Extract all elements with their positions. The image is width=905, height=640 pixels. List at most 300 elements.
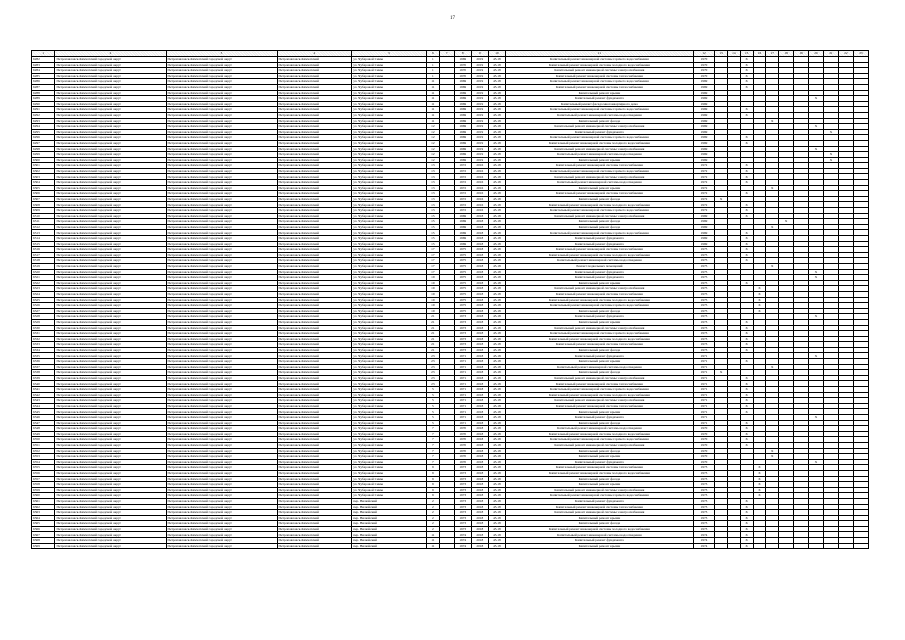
house-number-cell: 15 bbox=[426, 236, 439, 242]
plan-year-cell: 2019 bbox=[471, 112, 488, 118]
year-cell: 1969 bbox=[693, 118, 714, 124]
mark-cell: X bbox=[753, 286, 766, 292]
district-cell: Петропавловск-Камчатский городской округ bbox=[55, 297, 166, 303]
build-year-cell: 1975 bbox=[454, 247, 471, 253]
district-cell: Петропавловск-Камчатский городской округ bbox=[55, 336, 166, 342]
year-cell: 1969 bbox=[693, 140, 714, 146]
build-year-cell: 1973 bbox=[454, 476, 471, 482]
row-number-cell: 6314 bbox=[32, 236, 55, 242]
wear-cell: 45.18 bbox=[488, 392, 505, 398]
municipality-cell: Петропавловск-Камчатский городской округ bbox=[166, 465, 277, 471]
house-number-cell: 12 bbox=[426, 135, 439, 141]
year-cell: 1971 bbox=[693, 364, 714, 370]
settlement-cell: Петропавловск-Камчатский bbox=[277, 258, 352, 264]
district-cell: Петропавловск-Камчатский городской округ bbox=[55, 196, 166, 202]
row-number-cell: 6369 bbox=[32, 543, 55, 549]
row-number-cell: 6285 bbox=[32, 73, 55, 79]
street-cell: ул. Чубаровой Симы bbox=[352, 403, 427, 409]
plan-year-cell: 2016 bbox=[471, 196, 488, 202]
year-cell: 1971 bbox=[693, 375, 714, 381]
municipality-cell: Петропавловск-Камчатский городской округ bbox=[166, 208, 277, 214]
year-cell: 1970 bbox=[693, 448, 714, 454]
street-cell: ул. Чубаровой Симы bbox=[352, 263, 427, 269]
work-type-cell: Капитальный ремонт крыши bbox=[505, 409, 693, 415]
plan-year-cell: 2019 bbox=[471, 57, 488, 63]
build-year-cell: 1975 bbox=[454, 263, 471, 269]
plan-year-cell: 2019 bbox=[471, 101, 488, 107]
mark-cell: X bbox=[740, 163, 753, 169]
house-number-cell: 5 bbox=[426, 392, 439, 398]
wear-cell: 45.18 bbox=[488, 409, 505, 415]
settlement-cell: Петропавловск-Камчатский bbox=[277, 124, 352, 130]
row-number-cell: 6327 bbox=[32, 308, 55, 314]
build-year-cell: 1974 bbox=[454, 532, 471, 538]
row-number-cell: 6282 bbox=[32, 57, 55, 63]
row-number-cell: 6307 bbox=[32, 196, 55, 202]
wear-cell: 45.18 bbox=[488, 476, 505, 482]
build-year-cell: 1971 bbox=[454, 370, 471, 376]
work-type-cell: Капитальный ремонт фундамента bbox=[505, 241, 693, 247]
year-cell: 1973 bbox=[693, 347, 714, 353]
plan-year-cell: 2018 bbox=[471, 543, 488, 549]
mark-cell: X bbox=[740, 336, 753, 342]
settlement-cell: Петропавловск-Камчатский bbox=[277, 129, 352, 135]
year-cell: 1973 bbox=[693, 314, 714, 320]
column-number-cell: 17 bbox=[766, 51, 779, 57]
wear-cell: 45.18 bbox=[488, 398, 505, 404]
row-number-cell: 6338 bbox=[32, 370, 55, 376]
municipality-cell: Петропавловск-Камчатский городской округ bbox=[166, 107, 277, 113]
house-number-cell: 21 bbox=[426, 347, 439, 353]
wear-cell: 45.18 bbox=[488, 241, 505, 247]
settlement-cell: Петропавловск-Камчатский bbox=[277, 314, 352, 320]
district-cell: Петропавловск-Камчатский городской округ bbox=[55, 482, 166, 488]
district-cell: Петропавловск-Камчатский городской округ bbox=[55, 191, 166, 197]
district-cell: Петропавловск-Камчатский городской округ bbox=[55, 252, 166, 258]
settlement-cell: Петропавловск-Камчатский bbox=[277, 135, 352, 141]
mark-cell: X bbox=[740, 112, 753, 118]
row-number-cell: 6329 bbox=[32, 319, 55, 325]
mark-cell: X bbox=[740, 140, 753, 146]
year-cell: 1970 bbox=[693, 437, 714, 443]
wear-cell: 45.18 bbox=[488, 219, 505, 225]
street-cell: ул. Чубаровой Симы bbox=[352, 275, 427, 281]
house-number-cell: 21 bbox=[426, 342, 439, 348]
build-year-cell: 1975 bbox=[454, 308, 471, 314]
house-number-cell: 15 bbox=[426, 230, 439, 236]
district-cell: Петропавловск-Камчатский городской округ bbox=[55, 180, 166, 186]
street-cell: ул. Чубаровой Симы bbox=[352, 79, 427, 85]
plan-year-cell: 2018 bbox=[471, 286, 488, 292]
wear-cell: 45.18 bbox=[488, 275, 505, 281]
build-year-cell: 1969 bbox=[454, 79, 471, 85]
mark-cell: X bbox=[753, 493, 766, 499]
settlement-cell: Петропавловск-Камчатский bbox=[277, 196, 352, 202]
mark-cell bbox=[753, 543, 766, 549]
street-cell: ул. Чубаровой Симы bbox=[352, 191, 427, 197]
wear-cell: 45.18 bbox=[488, 442, 505, 448]
wear-cell: 45.18 bbox=[488, 146, 505, 152]
work-type-cell: Капитальный ремонт инженерной системы электроснабжения bbox=[505, 174, 693, 180]
work-type-cell: Капитальный ремонт инженерной системы водоотведения bbox=[505, 152, 693, 158]
work-type-cell: Капитальный ремонт инженерной системы теплоснабжения bbox=[505, 465, 693, 471]
mark-cell: X bbox=[740, 107, 753, 113]
build-year-cell: 1972 bbox=[454, 180, 471, 186]
mark-cell: X bbox=[753, 297, 766, 303]
district-cell: Петропавловск-Камчатский городской округ bbox=[55, 79, 166, 85]
settlement-cell: Петропавловск-Камчатский bbox=[277, 107, 352, 113]
row-number-cell: 6325 bbox=[32, 297, 55, 303]
municipality-cell: Петропавловск-Камчатский городской округ bbox=[166, 57, 277, 63]
street-cell: ул. Чубаровой Симы bbox=[352, 241, 427, 247]
work-type-cell: Капитальный ремонт инженерной системы электроснабжения bbox=[505, 124, 693, 130]
build-year-cell: 1970 bbox=[454, 73, 471, 79]
mark-cell: X bbox=[740, 347, 753, 353]
district-cell: Петропавловск-Камчатский городской округ bbox=[55, 247, 166, 253]
row-number-cell: 6292 bbox=[32, 112, 55, 118]
wear-cell: 45.18 bbox=[488, 543, 505, 549]
settlement-cell: Петропавловск-Камчатский bbox=[277, 459, 352, 465]
mark-cell: X bbox=[809, 96, 824, 102]
street-cell: ул. Чубаровой Симы bbox=[352, 375, 427, 381]
build-year-cell: 1973 bbox=[454, 482, 471, 488]
mark-cell: X bbox=[766, 454, 779, 460]
plan-year-cell: 2019 bbox=[471, 118, 488, 124]
plan-year-cell: 2018 bbox=[471, 448, 488, 454]
wear-cell: 45.18 bbox=[488, 236, 505, 242]
plan-year-cell: 2018 bbox=[471, 538, 488, 544]
plan-year-cell: 2016 bbox=[471, 185, 488, 191]
municipality-cell: Петропавловск-Камчатский городской округ bbox=[166, 532, 277, 538]
year-cell: 1970 bbox=[693, 426, 714, 432]
district-cell: Петропавловск-Камчатский городской округ bbox=[55, 263, 166, 269]
plan-year-cell: 2018 bbox=[471, 224, 488, 230]
year-cell: 1969 bbox=[693, 213, 714, 219]
work-type-cell: Капитальный ремонт фасада bbox=[505, 219, 693, 225]
year-cell: 1975 bbox=[693, 252, 714, 258]
settlement-cell: Петропавловск-Камчатский bbox=[277, 442, 352, 448]
district-cell: Петропавловск-Камчатский городской округ bbox=[55, 202, 166, 208]
settlement-cell: Петропавловск-Камчатский bbox=[277, 420, 352, 426]
plan-year-cell: 2018 bbox=[471, 398, 488, 404]
row-number-cell: 6344 bbox=[32, 403, 55, 409]
district-cell: Петропавловск-Камчатский городской округ bbox=[55, 208, 166, 214]
mark-cell: X bbox=[740, 538, 753, 544]
build-year-cell: 1973 bbox=[454, 504, 471, 510]
wear-cell: 45.18 bbox=[488, 118, 505, 124]
municipality-cell: Петропавловск-Камчатский городской округ bbox=[166, 230, 277, 236]
year-cell: 1969 bbox=[693, 224, 714, 230]
work-type-cell: Капитальный ремонт фундамента bbox=[505, 415, 693, 421]
build-year-cell: 1973 bbox=[454, 336, 471, 342]
build-year-cell: 1969 bbox=[454, 90, 471, 96]
year-cell: 1975 bbox=[693, 269, 714, 275]
mark-cell: X bbox=[740, 68, 753, 74]
municipality-cell: Петропавловск-Камчатский городской округ bbox=[166, 426, 277, 432]
build-year-cell: 1972 bbox=[454, 196, 471, 202]
settlement-cell: Петропавловск-Камчатский bbox=[277, 510, 352, 516]
street-cell: ул. Чубаровой Симы bbox=[352, 258, 427, 264]
wear-cell: 45.18 bbox=[488, 297, 505, 303]
work-type-cell: Капитальный ремонт инженерной системы водоотведения bbox=[505, 112, 693, 118]
wear-cell: 45.18 bbox=[488, 493, 505, 499]
work-type-cell: Капитальный ремонт инженерной системы горячего водоснабжения bbox=[505, 107, 693, 113]
plan-year-cell: 2018 bbox=[471, 493, 488, 499]
street-cell: ул. Чубаровой Симы bbox=[352, 331, 427, 337]
municipality-cell: Петропавловск-Камчатский городской округ bbox=[166, 168, 277, 174]
settlement-cell: Петропавловск-Камчатский bbox=[277, 241, 352, 247]
work-type-cell: Капитальный ремонт инженерной системы электроснабжения bbox=[505, 213, 693, 219]
build-year-cell: 1973 bbox=[454, 521, 471, 527]
mark-cell: X bbox=[809, 353, 824, 359]
settlement-cell: Петропавловск-Камчатский bbox=[277, 62, 352, 68]
wear-cell: 45.18 bbox=[488, 202, 505, 208]
build-year-cell: 1971 bbox=[454, 387, 471, 393]
municipality-cell: Петропавловск-Камчатский городской округ bbox=[166, 370, 277, 376]
year-cell: 1971 bbox=[693, 415, 714, 421]
settlement-cell: Петропавловск-Камчатский bbox=[277, 152, 352, 158]
municipality-cell: Петропавловск-Камчатский городской округ bbox=[166, 403, 277, 409]
street-cell: ул. Чубаровой Симы bbox=[352, 202, 427, 208]
street-cell: ул. Чубаровой Симы bbox=[352, 174, 427, 180]
build-year-cell: 1971 bbox=[454, 398, 471, 404]
settlement-cell: Петропавловск-Камчатский bbox=[277, 403, 352, 409]
house-number-cell: 23 bbox=[426, 353, 439, 359]
plan-year-cell: 2019 bbox=[471, 157, 488, 163]
municipality-cell: Петропавловск-Камчатский городской округ bbox=[166, 73, 277, 79]
settlement-cell: Петропавловск-Камчатский bbox=[277, 342, 352, 348]
row-number-cell: 6361 bbox=[32, 498, 55, 504]
work-type-cell: Капитальный ремонт инженерной системы холодного водоснабжения bbox=[505, 62, 693, 68]
plan-year-cell: 2018 bbox=[471, 291, 488, 297]
column-number-cell: 12 bbox=[693, 51, 714, 57]
row-number-cell: 6304 bbox=[32, 180, 55, 186]
work-type-cell: Капитальный ремонт инженерной системы теплоснабжения bbox=[505, 191, 693, 197]
work-type-cell: Капитальный ремонт фасада многоквартирного дома bbox=[505, 101, 693, 107]
street-cell: ул. Чубаровой Симы bbox=[352, 219, 427, 225]
build-year-cell: 1973 bbox=[454, 510, 471, 516]
wear-cell: 45.18 bbox=[488, 62, 505, 68]
row-number-cell: 6342 bbox=[32, 392, 55, 398]
wear-cell: 45.18 bbox=[488, 269, 505, 275]
street-cell: ул. Чубаровой Симы bbox=[352, 129, 427, 135]
plan-year-cell: 2018 bbox=[471, 275, 488, 281]
year-cell: 1975 bbox=[693, 303, 714, 309]
year-cell: 1969 bbox=[693, 157, 714, 163]
work-type-cell: Капитальный ремонт инженерной системы теплоснабжения bbox=[505, 163, 693, 169]
district-cell: Петропавловск-Камчатский городской округ bbox=[55, 510, 166, 516]
mark-cell: X bbox=[740, 236, 753, 242]
municipality-cell: Петропавловск-Камчатский городской округ bbox=[166, 353, 277, 359]
district-cell: Петропавловск-Камчатский городской округ bbox=[55, 62, 166, 68]
work-type-cell: Капитальный ремонт инженерной системы горячего водоснабжения bbox=[505, 437, 693, 443]
municipality-cell: Петропавловск-Камчатский городской округ bbox=[166, 347, 277, 353]
row-number-cell: 6352 bbox=[32, 448, 55, 454]
year-cell: 1969 bbox=[693, 230, 714, 236]
wear-cell: 45.18 bbox=[488, 96, 505, 102]
settlement-cell: Петропавловск-Камчатский bbox=[277, 498, 352, 504]
row-number-cell: 6341 bbox=[32, 387, 55, 393]
house-number-cell: 12 bbox=[426, 129, 439, 135]
street-cell: ул. Чубаровой Симы bbox=[352, 325, 427, 331]
settlement-cell: Петропавловск-Камчатский bbox=[277, 275, 352, 281]
build-year-cell: 1973 bbox=[454, 493, 471, 499]
settlement-cell: Петропавловск-Камчатский bbox=[277, 185, 352, 191]
municipality-cell: Петропавловск-Камчатский городской округ bbox=[166, 510, 277, 516]
house-number-cell: 19 bbox=[426, 280, 439, 286]
wear-cell: 45.18 bbox=[488, 353, 505, 359]
work-type-cell: Капитальный ремонт инженерной системы электроснабжения bbox=[505, 325, 693, 331]
street-cell: ул. Чубаровой Симы bbox=[352, 118, 427, 124]
district-cell: Петропавловск-Камчатский городской округ bbox=[55, 230, 166, 236]
column-number-cell: 15 bbox=[740, 51, 753, 57]
settlement-cell: Петропавловск-Камчатский bbox=[277, 236, 352, 242]
work-type-cell: Капитальный ремонт инженерной системы холодного водоснабжения bbox=[505, 252, 693, 258]
street-cell: ул. Чубаровой Симы bbox=[352, 342, 427, 348]
wear-cell: 45.18 bbox=[488, 224, 505, 230]
mark-cell: X bbox=[809, 146, 824, 152]
mark-cell bbox=[766, 543, 779, 549]
house-number-cell: 23 bbox=[426, 375, 439, 381]
year-cell: 1970 bbox=[693, 57, 714, 63]
wear-cell: 45.18 bbox=[488, 319, 505, 325]
street-cell: ул. Чубаровой Симы bbox=[352, 140, 427, 146]
plan-year-cell: 2018 bbox=[471, 420, 488, 426]
build-year-cell: 1971 bbox=[454, 364, 471, 370]
settlement-cell: Петропавловск-Камчатский bbox=[277, 146, 352, 152]
year-cell: 1971 bbox=[693, 353, 714, 359]
settlement-cell: Петропавловск-Камчатский bbox=[277, 538, 352, 544]
municipality-cell: Петропавловск-Камчатский городской округ bbox=[166, 387, 277, 393]
build-year-cell: 1969 bbox=[454, 140, 471, 146]
plan-year-cell: 2018 bbox=[471, 476, 488, 482]
settlement-cell: Петропавловск-Камчатский bbox=[277, 263, 352, 269]
house-number-cell: 12 bbox=[426, 140, 439, 146]
mark-cell: X bbox=[740, 62, 753, 68]
house-number-cell: 9 bbox=[426, 476, 439, 482]
street-cell: ул. Чубаровой Симы bbox=[352, 392, 427, 398]
settlement-cell: Петропавловск-Камчатский bbox=[277, 387, 352, 393]
house-number-cell: 11 bbox=[426, 90, 439, 96]
build-year-cell: 1971 bbox=[454, 392, 471, 398]
wear-cell: 45.18 bbox=[488, 213, 505, 219]
build-year-cell: 1969 bbox=[454, 224, 471, 230]
district-cell: Петропавловск-Камчатский городской округ bbox=[55, 476, 166, 482]
mark-cell: X bbox=[740, 504, 753, 510]
municipality-cell: Петропавловск-Камчатский городской округ bbox=[166, 493, 277, 499]
plan-year-cell: 2018 bbox=[471, 359, 488, 365]
settlement-cell: Петропавловск-Камчатский bbox=[277, 526, 352, 532]
mark-cell: X bbox=[766, 364, 779, 370]
municipality-cell: Петропавловск-Камчатский городской округ bbox=[166, 140, 277, 146]
row-number-cell: 6293 bbox=[32, 118, 55, 124]
street-cell: ул. Чубаровой Симы bbox=[352, 364, 427, 370]
house-number-cell: 7 bbox=[426, 448, 439, 454]
house-number-cell: 12 bbox=[426, 157, 439, 163]
plan-year-cell: 2018 bbox=[471, 314, 488, 320]
build-year-cell: 1973 bbox=[454, 498, 471, 504]
house-number-cell: 9 bbox=[426, 487, 439, 493]
street-cell: ул. Чубаровой Симы bbox=[352, 426, 427, 432]
street-cell: ул. Чубаровой Симы bbox=[352, 252, 427, 258]
year-cell: 1973 bbox=[693, 325, 714, 331]
work-type-cell: Капитальный ремонт инженерной системы холодного водоснабжения bbox=[505, 336, 693, 342]
plan-year-cell: 2019 bbox=[471, 73, 488, 79]
year-cell: 1975 bbox=[693, 297, 714, 303]
row-number-cell: 6311 bbox=[32, 219, 55, 225]
street-cell: ул. Чубаровой Симы bbox=[352, 96, 427, 102]
row-number-cell: 6330 bbox=[32, 325, 55, 331]
year-cell: 1969 bbox=[693, 219, 714, 225]
municipality-cell: Петропавловск-Камчатский городской округ bbox=[166, 448, 277, 454]
work-type-cell: Капитальный ремонт инженерной системы горячего водоснабжения bbox=[505, 135, 693, 141]
row-number-cell: 6305 bbox=[32, 185, 55, 191]
column-number-cell: 6 bbox=[426, 51, 439, 57]
work-type-cell: Капитальный ремонт крыши bbox=[505, 280, 693, 286]
district-cell: Петропавловск-Камчатский городской округ bbox=[55, 532, 166, 538]
year-cell: 1971 bbox=[693, 398, 714, 404]
year-cell: 1970 bbox=[693, 442, 714, 448]
build-year-cell: 1970 bbox=[454, 431, 471, 437]
row-number-cell: 6317 bbox=[32, 252, 55, 258]
wear-cell: 45.18 bbox=[488, 331, 505, 337]
wear-cell: 45.18 bbox=[488, 364, 505, 370]
street-cell: ул. Чубаровой Симы bbox=[352, 62, 427, 68]
mark-cell: X bbox=[823, 152, 838, 158]
street-cell: ул. Чубаровой Симы bbox=[352, 398, 427, 404]
mark-cell: X bbox=[740, 375, 753, 381]
house-number-cell: 23 bbox=[426, 364, 439, 370]
year-cell: 1970 bbox=[693, 454, 714, 460]
street-cell: пер. Вилюйский bbox=[352, 498, 427, 504]
mark-cell: X bbox=[740, 532, 753, 538]
year-cell: 1972 bbox=[693, 185, 714, 191]
municipality-cell: Петропавловск-Камчатский городской округ bbox=[166, 392, 277, 398]
plan-year-cell: 2018 bbox=[471, 510, 488, 516]
build-year-cell: 1975 bbox=[454, 258, 471, 264]
row-number-cell: 6355 bbox=[32, 465, 55, 471]
house-number-cell: 7 bbox=[426, 454, 439, 460]
work-type-cell: Капитальный ремонт инженерной системы горячего водоснабжения bbox=[505, 57, 693, 63]
row-number-cell: 6289 bbox=[32, 96, 55, 102]
district-cell: Петропавловск-Камчатский городской округ bbox=[55, 543, 166, 549]
district-cell: Петропавловск-Камчатский городской округ bbox=[55, 68, 166, 74]
house-number-cell: 11 bbox=[426, 101, 439, 107]
mark-cell bbox=[838, 543, 853, 549]
year-cell: 1971 bbox=[693, 420, 714, 426]
year-cell: 1971 bbox=[693, 381, 714, 387]
mark-cell: X bbox=[809, 314, 824, 320]
plan-year-cell: 2018 bbox=[471, 263, 488, 269]
house-number-cell: 13 bbox=[426, 163, 439, 169]
wear-cell: 45.18 bbox=[488, 303, 505, 309]
build-year-cell: 1970 bbox=[454, 442, 471, 448]
municipality-cell: Петропавловск-Камчатский городской округ bbox=[166, 291, 277, 297]
municipality-cell: Петропавловск-Камчатский городской округ bbox=[166, 101, 277, 107]
plan-year-cell: 2018 bbox=[471, 269, 488, 275]
district-cell: Петропавловск-Камчатский городской округ bbox=[55, 291, 166, 297]
build-year-cell: 1970 bbox=[454, 426, 471, 432]
district-cell: Петропавловск-Камчатский городской округ bbox=[55, 185, 166, 191]
plan-year-cell: 2018 bbox=[471, 375, 488, 381]
house-number-cell: 19 bbox=[426, 297, 439, 303]
street-cell: ул. Чубаровой Симы bbox=[352, 57, 427, 63]
settlement-cell: Петропавловск-Камчатский bbox=[277, 90, 352, 96]
year-cell: 1969 bbox=[693, 107, 714, 113]
street-cell: ул. Чубаровой Симы bbox=[352, 308, 427, 314]
mark-cell: X bbox=[740, 331, 753, 337]
settlement-cell: Петропавловск-Камчатский bbox=[277, 543, 352, 549]
